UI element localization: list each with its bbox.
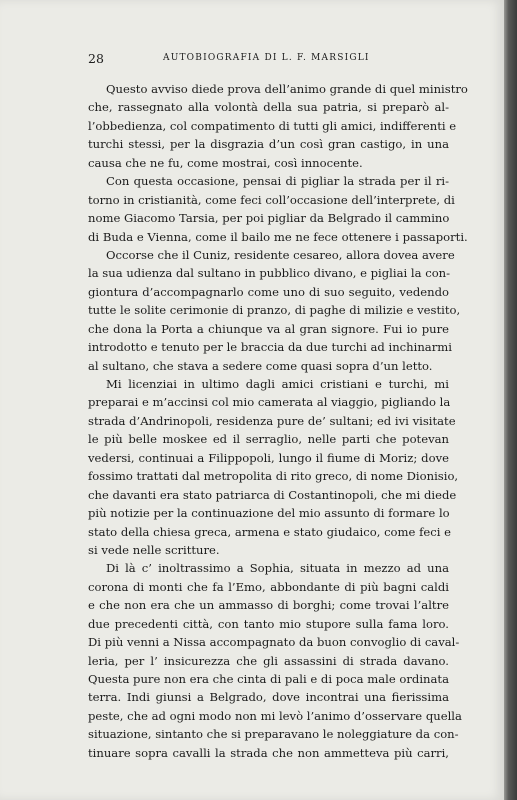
text-line: terra. Indi giunsi a Belgrado, dove incontrai una fierissima [88,690,449,705]
text-line: torno in cristianità, come feci coll’occasione dell’interprete, di [88,192,455,207]
page-edge-shadow [504,0,517,800]
text-line: preparai e m’accinsi col mio camerata al viaggio, pigliando la [88,395,451,410]
text-line: turchi stessi, per la disgrazia d’un così gran castigo, in una [88,137,449,152]
running-head: AUTOBIOGRAFIA DI L. F. MARSIGLI [163,53,370,63]
text-line: Mi licenziai in ultimo dagli amici cristiani e turchi, mi [106,377,449,391]
text-line: strada d’Andrinopoli, residenza pure de’ sultani; ed ivi visitate [88,413,456,428]
text-line: tutte le solite cerimonie di pranzo, di paghe di milizie e vestito, [88,303,461,318]
text-line: Questo avviso diede prova dell’animo grande di quel ministro [106,82,468,96]
paragraph [88,559,462,762]
text-line: che, rassegnato alla volontà della sua patria, si preparò al- [88,100,449,115]
text-line: tinuare sopra cavalli la strada che non ammetteva più carri, [88,745,449,760]
text-line: e che non era che un ammasso di borghi; come trovai l’altre [88,598,449,613]
text-line: Con questa occasione, pensai di pigliar la strada per il ri- [106,174,449,189]
text-line: corona di monti che fa l’Emo, abbondante di più bagni caldi [88,579,449,594]
text-line: introdotto e tenuto per le braccia da due turchi ad inchinarmi [88,340,452,355]
text-line: Di più venni a Nissa accompagnato da buon convoglio di caval- [88,635,460,650]
text-line: leria, per l’ insicurezza che gli assassini di strada davano. [88,653,449,668]
text-line: di Buda e Vienna, come il bailo me ne fece ottenere i passaporti. [88,229,468,244]
text-line: giontura d’accompagnarlo come uno di suo seguito, vedendo [88,284,449,299]
text-line: Questa pure non era che cinta di pali e di poca male ordinata [88,672,449,686]
text-line: che dona la Porta a chiunque va al gran signore. Fui io pure [88,321,449,336]
text-line: Di là c’ inoltrassimo a Sophia, situata in mezzo ad una [106,561,449,576]
text-line: l’obbedienza, col compatimento di tutti gli amici, indifferenti e [88,118,457,133]
page-number: 28 [88,51,104,66]
text-line: peste, che ad ogni modo non mi levò l’animo d’osservare quella [88,708,462,723]
paragraph [88,80,468,172]
page-header [88,51,448,71]
text-line: vedersi, continuai a Filippopoli, lungo il fiume di Moriz; dove [88,450,449,465]
text-line: stato della chiesa greca, armena e stato giudaico, come feci e [88,524,451,539]
text-line: situazione, sintanto che si preparavano le noleggiature da con- [88,727,459,742]
text-line: nome Giacomo Tarsia, per poi pigliar da Belgrado il cammino [88,211,450,226]
text-line: che davanti era stato patriarca di Costantinopoli, che mi diede [88,487,457,502]
paragraph [88,246,461,375]
text-line: Occorse che il Cuniz, residente cesareo, allora dovea avere [106,247,455,262]
text-line: la sua udienza dal sultano in pubblico divano, e pigliai la con- [88,266,451,281]
text-line: le più belle moskee ed il serraglio, nelle parti che potevan [88,432,449,447]
text-line: al sultano, che stava a sedere come quasi sopra d’un letto. [88,358,433,373]
paragraph [88,172,468,246]
text-line: causa che ne fu, come mostrai, così innocente. [88,155,363,170]
paragraph [88,375,459,559]
text-line: più notizie per la continuazione del mio assunto di formare lo [88,506,450,521]
body-text [88,80,468,762]
text-line: si vede nelle scritture. [88,542,220,557]
text-line: due precedenti città, con tanto mio stupore sulla fama loro. [88,616,449,631]
text-line: fossimo trattati dal metropolita di rito greco, di nome Dionisio, [88,469,459,484]
